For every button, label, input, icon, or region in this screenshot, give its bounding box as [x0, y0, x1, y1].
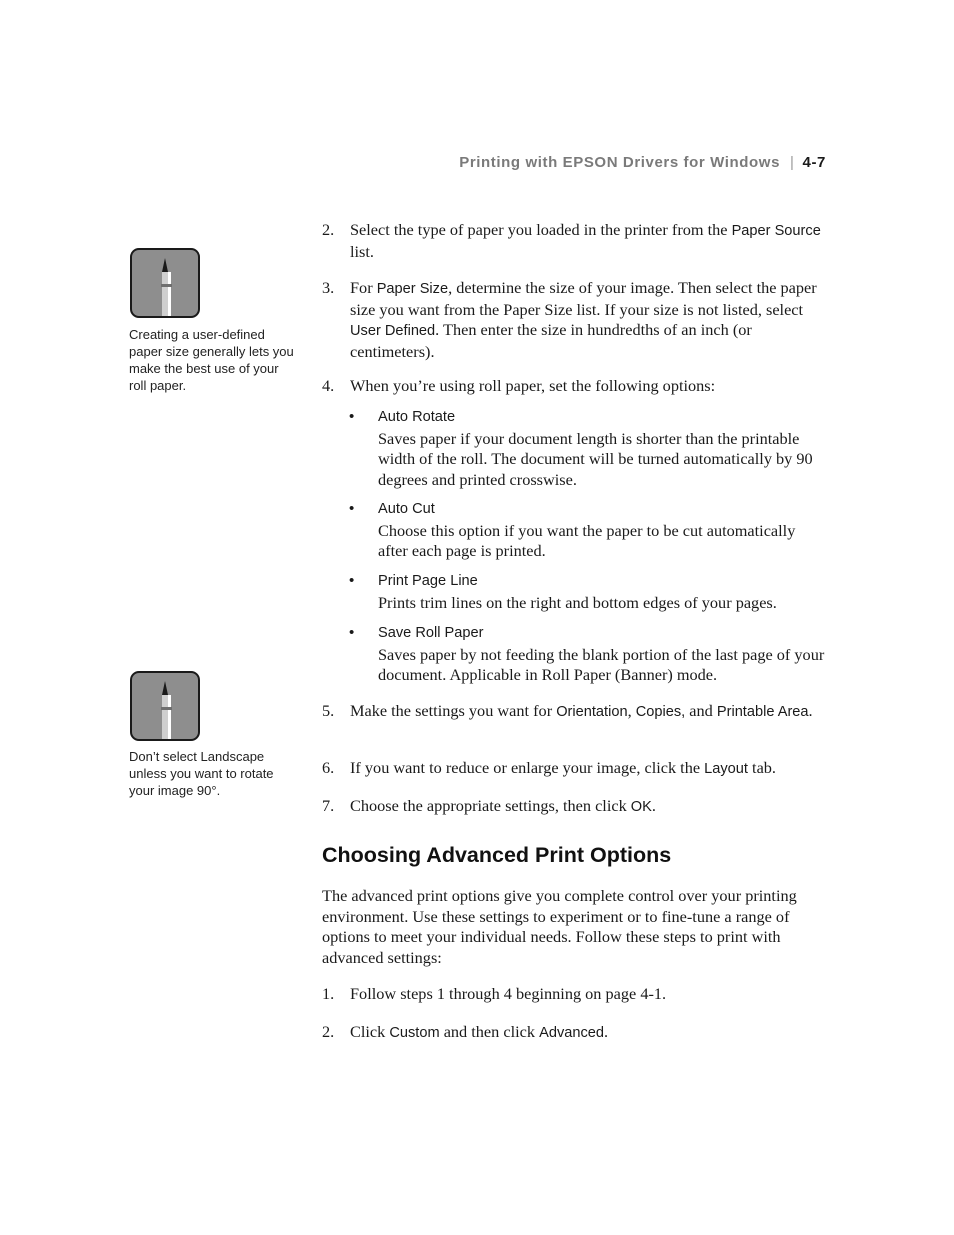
- ui-term-printable-area: Printable Area: [716, 704, 809, 720]
- step-text: .: [604, 1022, 609, 1041]
- option-save-roll-paper: [349, 623, 829, 686]
- ui-term-ok: OK: [630, 799, 652, 815]
- step-7: [322, 796, 828, 818]
- step-text: Choose the appropriate settings, then click: [350, 796, 631, 815]
- option-description: Saves paper by not feeding the blank portion of the last page of your document. Applicable in Roll Paper (Banner) mode.: [378, 644, 825, 684]
- option-auto-rotate: [349, 407, 829, 490]
- section-intro: The advanced print options give you complete control over your printing environment. Use these settings to experiment or to fine-tune a range of options to meet your individual needs. Follow these steps to print with advanced settings:: [322, 886, 797, 967]
- step-text: list.: [350, 241, 374, 261]
- ui-term-copies: Copies,: [635, 704, 686, 720]
- step-2: [322, 220, 828, 262]
- bullet: •: [349, 624, 355, 641]
- margin-note-text: unless you want to rotate your image 90°.: [129, 766, 274, 798]
- step-6: [322, 758, 828, 780]
- margin-note-text: Don’t select: [129, 749, 201, 764]
- option-print-page-line: [349, 571, 829, 613]
- header-separator: |: [790, 154, 795, 171]
- ui-term-paper-source: Paper Source: [731, 223, 821, 239]
- step-text: tab.: [747, 758, 776, 777]
- section-step-2: [322, 1022, 828, 1044]
- option-title: Auto Cut: [378, 501, 435, 517]
- option-description: Prints trim lines on the right and bottom edges of your pages.: [378, 592, 777, 612]
- step-number: 5.: [322, 701, 335, 720]
- pencil-icon: [130, 248, 200, 318]
- bullet: •: [349, 572, 355, 589]
- step-text: For: [350, 278, 377, 297]
- ui-term-custom: Custom: [389, 1025, 440, 1041]
- ui-term-advanced: Advanced: [539, 1025, 605, 1041]
- step-number: 2.: [322, 220, 335, 239]
- option-description: Saves paper if your document length is shorter than the printable width of the roll. The document will be turned automatically by 90 degrees and printed crosswise.: [378, 428, 813, 489]
- step-number: 2.: [322, 1022, 335, 1041]
- option-auto-cut: [349, 499, 829, 562]
- step-number: 1.: [322, 984, 335, 1003]
- ui-term-user-defined: User Defined: [350, 323, 436, 339]
- option-title: Print Page Line: [378, 573, 478, 589]
- page-number: 4-7: [802, 154, 826, 171]
- step-text: If you want to reduce or enlarge your image, click the: [350, 758, 705, 777]
- pencil-icon: [130, 671, 200, 741]
- step-text: ,: [627, 701, 636, 720]
- step-text: Make the settings you want for: [350, 701, 557, 720]
- step-text: and: [685, 701, 717, 720]
- step-4: [322, 376, 828, 397]
- margin-note-text: Creating a user-defined paper size generally lets you make the best use of your roll paper.: [129, 327, 294, 393]
- step-text: and then click: [439, 1022, 540, 1041]
- bullet: •: [349, 500, 355, 517]
- ui-term-layout: Layout: [704, 761, 748, 777]
- option-description: Choose this option if you want the paper to be cut automatically after each page is printed.: [378, 520, 796, 560]
- step-3: [322, 278, 828, 362]
- margin-note: [129, 326, 294, 394]
- step-text: Click: [350, 1022, 390, 1041]
- step-5: [322, 701, 828, 723]
- margin-note: [129, 748, 294, 799]
- step-text: Follow steps 1 through 4 beginning on page 4-1.: [350, 984, 667, 1003]
- step-number: 6.: [322, 758, 335, 777]
- step-number: 4.: [322, 376, 335, 395]
- step-text: Select the type of paper you loaded in the printer from the: [350, 220, 732, 239]
- step-number: 3.: [322, 278, 335, 297]
- ui-term-paper-size: Paper Size: [376, 281, 449, 297]
- section-heading: Choosing Advanced Print Options: [322, 843, 672, 867]
- margin-note-ui-term: Landscape: [200, 749, 265, 764]
- header-section-title: Printing with EPSON Drivers for Windows: [459, 154, 781, 171]
- step-text: . Then enter the size in hundredths of an inch (or centimeters).: [350, 320, 752, 361]
- step-text: , determine the size of your image. Then select the paper size you want from the Paper Size list. If your size is not listed, select: [350, 278, 817, 319]
- step-text: When you’re using roll paper, set the following options:: [350, 376, 716, 395]
- section-step-1: [322, 984, 828, 1005]
- running-header: [459, 154, 826, 171]
- ui-term-orientation: Orientation: [556, 704, 628, 720]
- bullet: •: [349, 408, 355, 425]
- option-title: Auto Rotate: [378, 409, 456, 425]
- step-text: .: [808, 701, 813, 720]
- step-text: .: [651, 796, 656, 815]
- option-title: Save Roll Paper: [378, 625, 484, 641]
- step-number: 7.: [322, 796, 335, 815]
